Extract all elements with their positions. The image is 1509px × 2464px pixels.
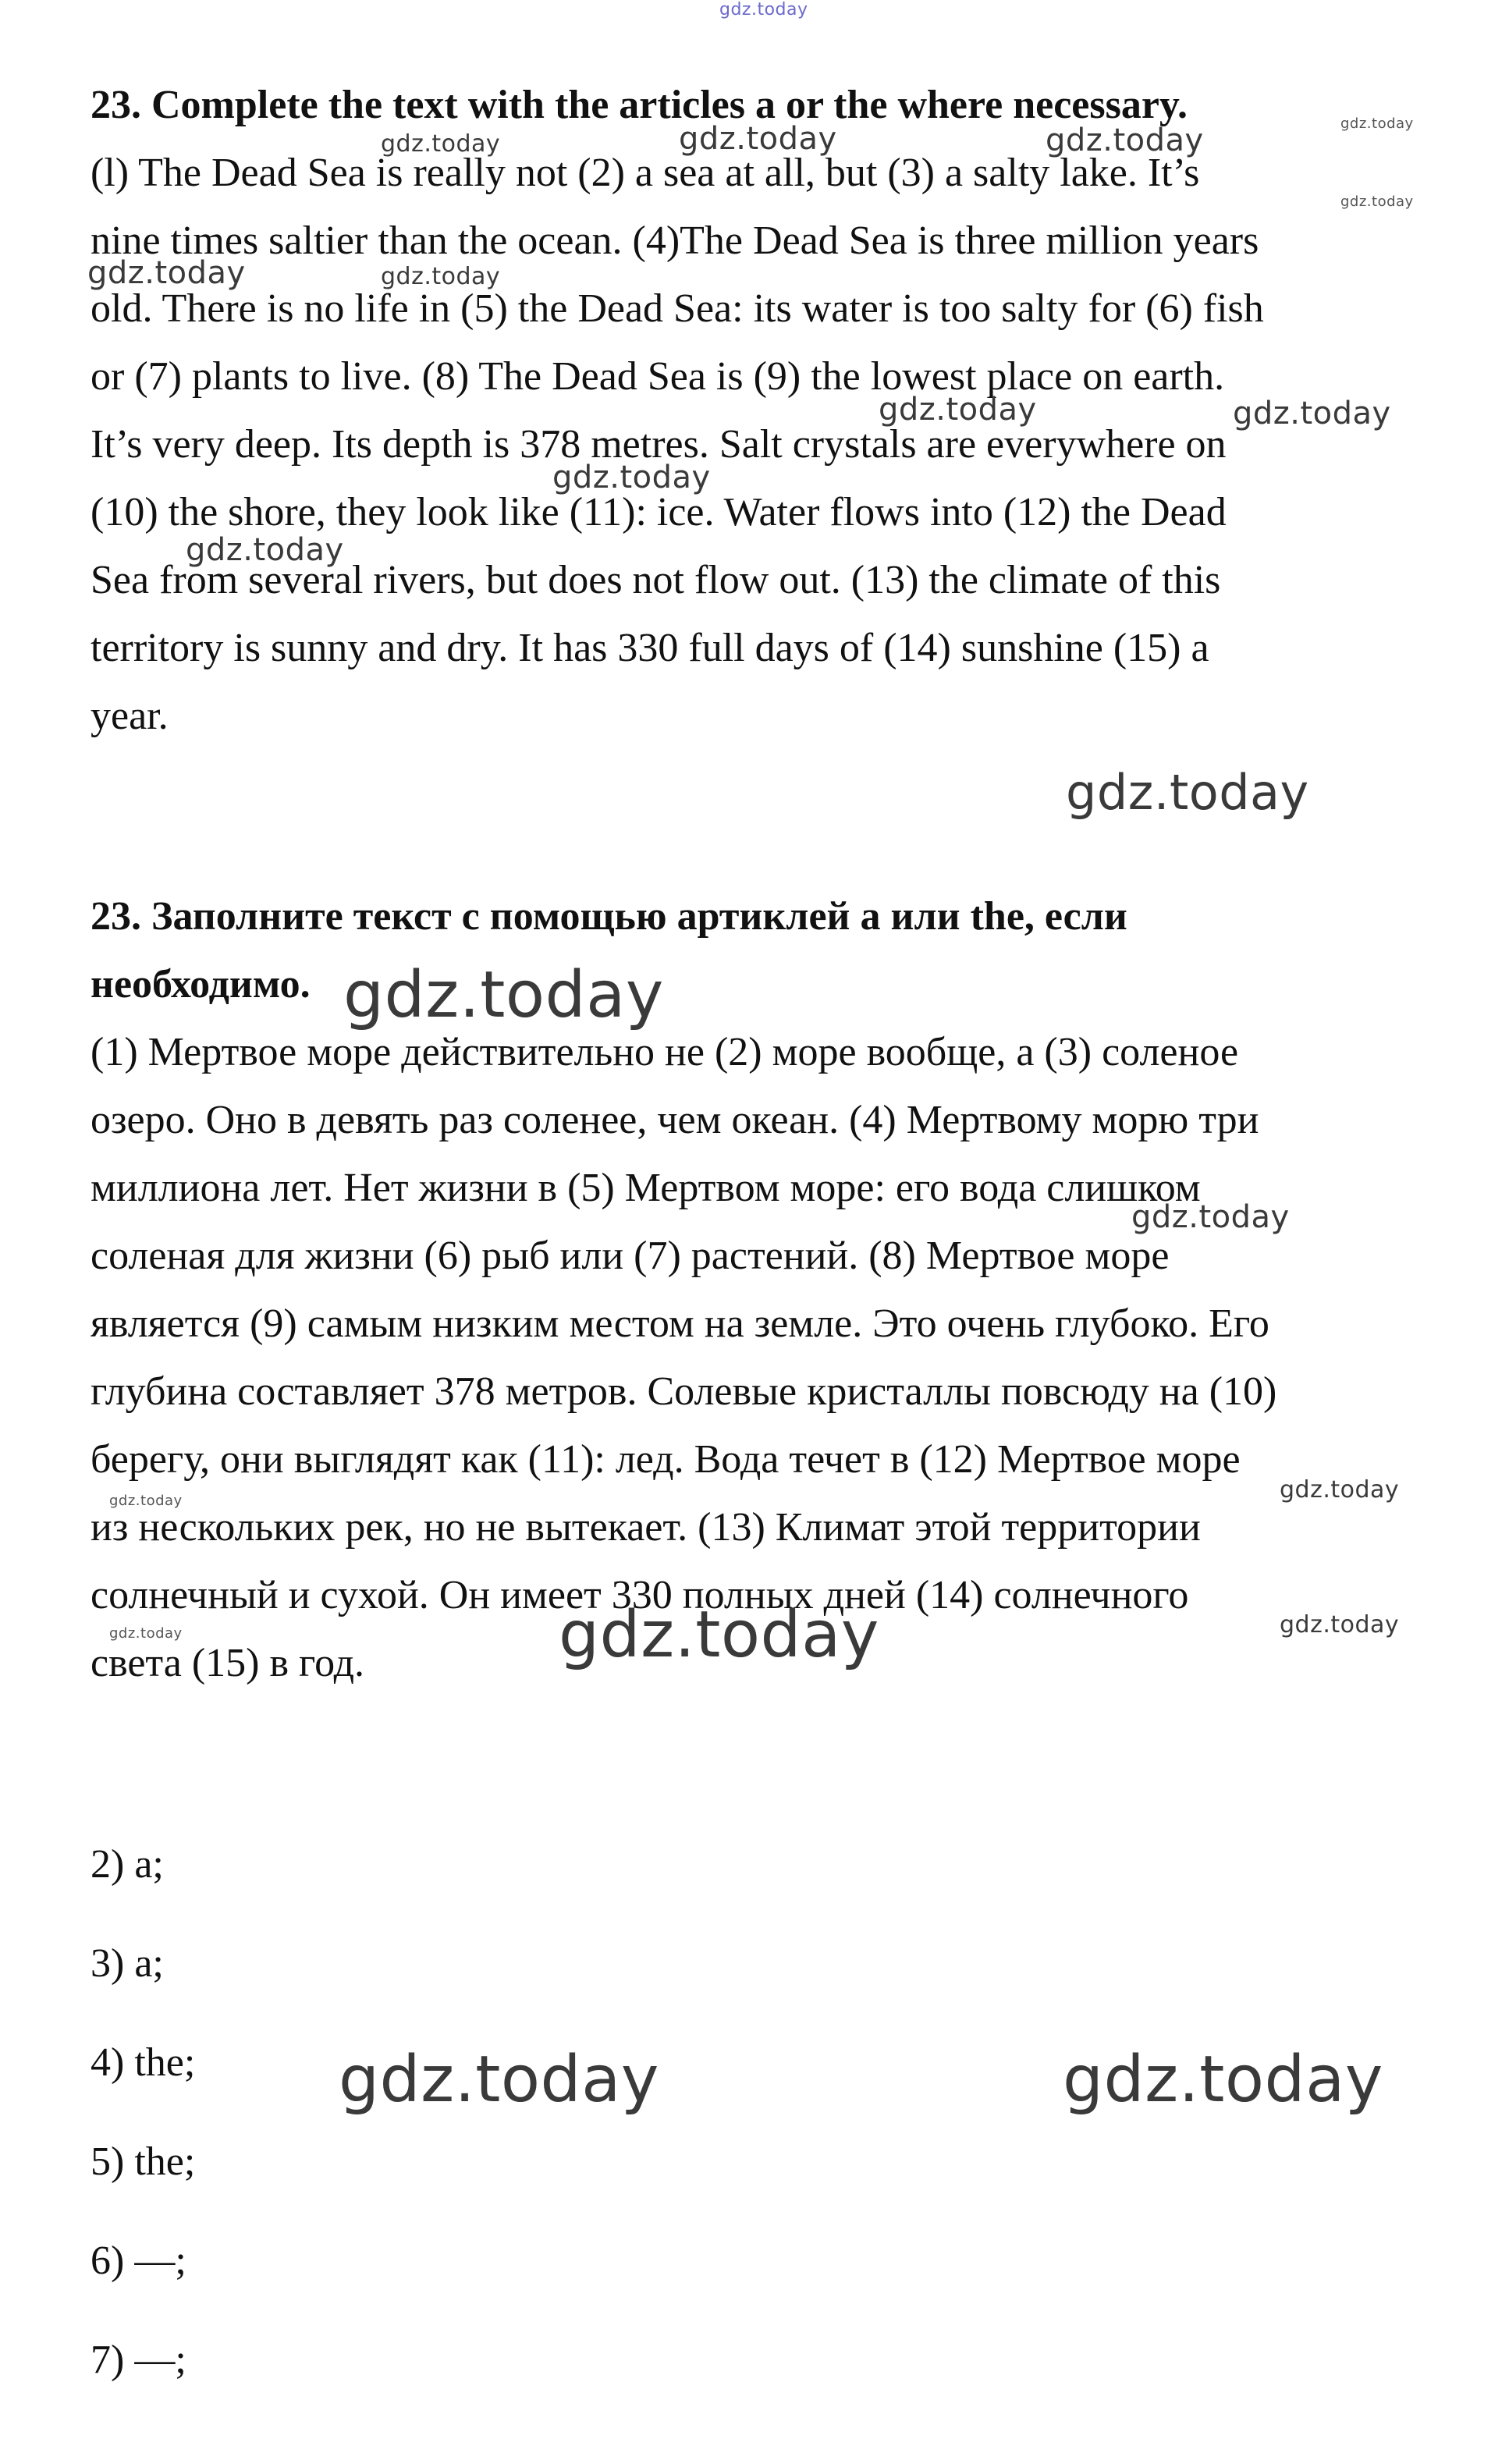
russian-line: глубина составляет 378 метров. Солевые кристаллы повсюду на (10) [91, 1369, 1277, 1414]
english-line: old. There is no life in (5) the Dead Sea: its water is too salty for (6) fish [91, 286, 1264, 331]
english-line: (10) the shore, they look like (11): ice. Water flows into (12) the Dead [91, 490, 1227, 534]
watermark: gdz.today [1280, 1611, 1400, 1639]
watermark: gdz.today [1340, 115, 1414, 132]
watermark: gdz.today [879, 392, 1037, 428]
english-line: (l) The Dead Sea is really not (2) a sea at all, but (3) a salty lake. It’s [91, 151, 1200, 195]
russian-line: берегу, они выглядят как (11): лед. Вода течет в (12) Мертвое море [91, 1437, 1241, 1482]
russian-line: соленая для жизни (6) рыб или (7) растений. (8) Мертвое море [91, 1234, 1170, 1278]
answer-item: 5) the; [91, 2139, 196, 2184]
watermark: gdz.today [1063, 2043, 1383, 2117]
answer-item: 4) the; [91, 2040, 196, 2085]
russian-line: (1) Мертвое море действительно не (2) море вообще, а (3) соленое [91, 1030, 1239, 1074]
watermark: gdz.today [339, 2043, 659, 2117]
watermark: gdz.today [559, 1598, 879, 1672]
watermark: gdz.today [381, 263, 501, 290]
watermark: gdz.today [1280, 1476, 1400, 1504]
answer-item: 7) —; [91, 2338, 186, 2382]
russian-heading-line: необходимо. [91, 962, 311, 1007]
watermark: gdz.today [1131, 1199, 1290, 1235]
watermark: gdz.today [552, 460, 711, 495]
english-line: Sea from several rivers, but does not flow out. (13) the climate of this [91, 558, 1221, 602]
english-line: or (7) plants to live. (8) The Dead Sea is (9) the lowest place on earth. [91, 354, 1225, 399]
watermark: gdz.today [109, 1493, 183, 1509]
russian-line: солнечный и сухой. Он имеет 330 полных дней (14) солнечного [91, 1573, 1189, 1617]
watermark: gdz.today [186, 532, 344, 568]
watermark: gdz.today [87, 255, 246, 291]
watermark: gdz.today [1066, 764, 1309, 821]
watermark: gdz.today [1340, 193, 1414, 210]
watermark: gdz.today [1046, 122, 1204, 158]
watermark: gdz.today [679, 121, 837, 157]
watermark: gdz.today [381, 130, 501, 158]
watermark: gdz.today [109, 1625, 183, 1642]
english-line: year. [91, 694, 169, 738]
russian-line: является (9) самым низким местом на земле. Это очень глубоко. Его [91, 1301, 1269, 1346]
watermark: gdz.today [343, 958, 664, 1032]
russian-line: озеро. Оно в девять раз соленее, чем океан. (4) Мертвому морю три [91, 1098, 1259, 1142]
russian-line: света (15) в год. [91, 1641, 365, 1685]
english-line: territory is sunny and dry. It has 330 full days of (14) sunshine (15) a [91, 626, 1209, 670]
english-line: nine times saltier than the ocean. (4)The Dead Sea is three million years [91, 218, 1259, 263]
watermark: gdz.today [719, 0, 808, 20]
russian-line: из нескольких рек, но не вытекает. (13) Климат этой территории [91, 1505, 1201, 1550]
english-heading: 23. Complete the text with the articles a or the where necessary. [91, 83, 1188, 127]
watermark: gdz.today [1233, 396, 1391, 431]
answer-item: 6) —; [91, 2239, 186, 2283]
russian-line: миллиона лет. Нет жизни в (5) Мертвом море: его вода слишком [91, 1166, 1201, 1210]
english-line: It’s very deep. Its depth is 378 metres. Salt crystals are everywhere on [91, 422, 1227, 467]
russian-heading-line: 23. Заполните текст с помощью артиклей a или the, если [91, 894, 1127, 939]
answer-item: 2) a; [91, 1842, 164, 1887]
answer-item: 3) a; [91, 1941, 164, 1986]
